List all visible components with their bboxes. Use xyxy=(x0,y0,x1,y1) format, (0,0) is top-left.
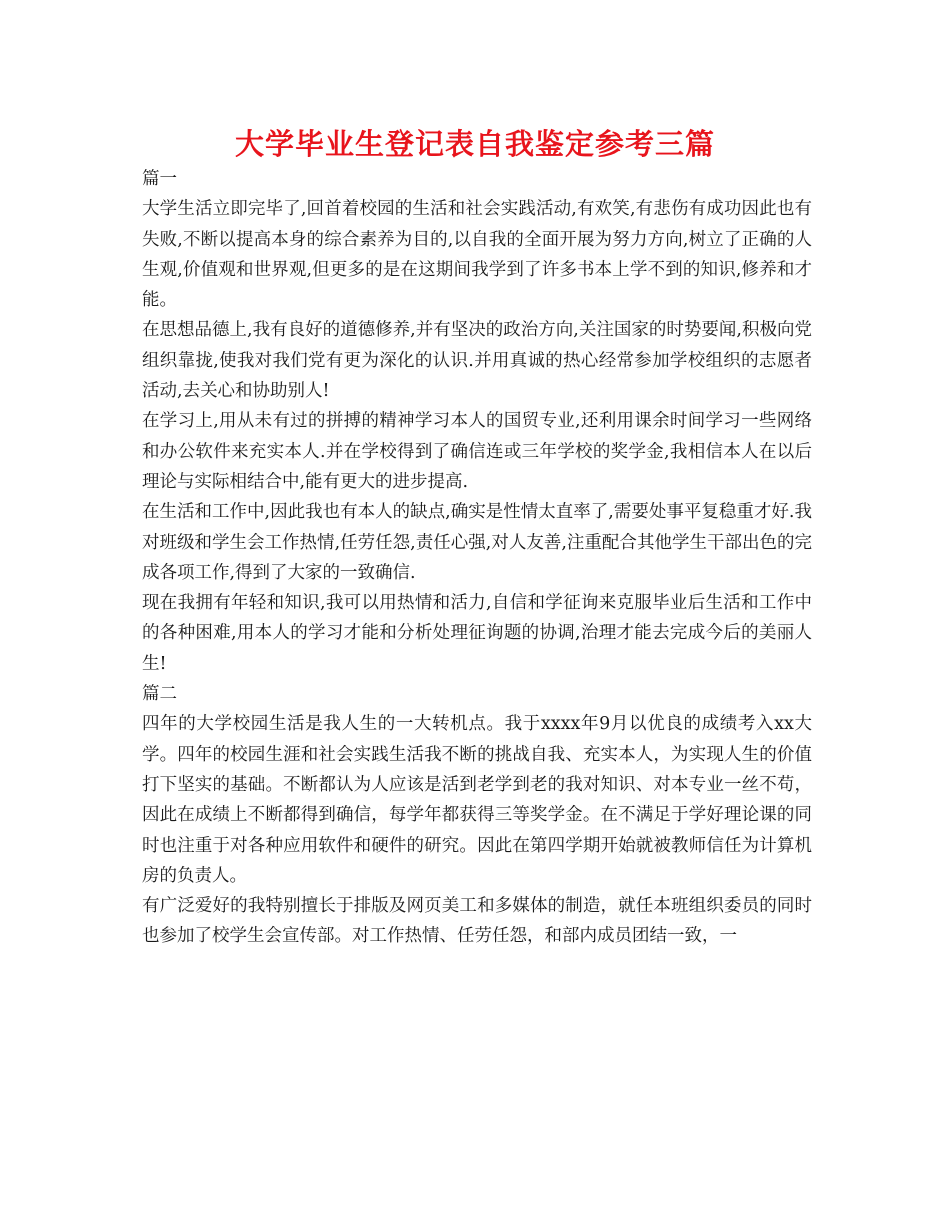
paragraph: 在生活和工作中,因此我也有本人的缺点,确实是性情太直率了,需要处事平复稳重才好.我对班级和学生会工作热情,任劳任怨,责任心强,对人友善,注重配合其他学生干部出色的完成各项工作,得到了大家的一致确信. xyxy=(142,502,812,583)
paragraph: 在学习上,用从未有过的拼搏的精神学习本人的国贸专业,还利用课余时间学习一些网络和办公软件来充实本人.并在学校得到了确信连或三年学校的奖学金,我相信本人在以后理论与实际相结合中,能有更大的进步提高. xyxy=(142,411,812,492)
paragraph: 现在我拥有年轻和知识,我可以用热情和活力,自信和学征询来克服毕业后生活和工作中的各种困难,用本人的学习才能和分析处理征询题的协调,治理才能去完成今后的美丽人生! xyxy=(142,593,812,674)
document-body xyxy=(142,164,812,952)
paragraph: 在思想品德上,我有良好的道德修养,并有坚决的政治方向,关注国家的时势要闻,积极向党组织靠拢,使我对我们党有更为深化的认识.并用真诚的热心经常参加学校组织的志愿者活动,去关心和协助别人! xyxy=(142,320,812,402)
section-heading-2: 篇二 xyxy=(142,684,177,705)
section-heading-1: 篇一 xyxy=(142,169,177,189)
paragraph: 四年的大学校园生活是我人生的一大转机点。我于xxxx年9月以优良的成绩考入xx大学。四年的校园生涯和社会实践生活我不断的挑战自我、充实本人，为实现人生的价值打下坚实的基础。不断都认为人应该是活到老学到老的我对知识、对本专业一丝不苟，因此在成绩上不断都得到确信，每学年都获得三等奖学金。在不满足于学好理论课的同时也注重于对各种应用软件和硬件的研究。因此在第四学期开始就被教师信任为计算机房的负责人。 xyxy=(142,714,812,886)
paragraph: 有广泛爱好的我特别擅长于排版及网页美工和多媒体的制造，就任本班组织委员的同时也参加了校学生会宣传部。对工作热情、任劳任怨，和部内成员团结一致，一 xyxy=(142,896,812,947)
document-title: 大学毕业生登记表自我鉴定参考三篇 xyxy=(234,127,715,161)
paragraph: 大学生活立即完毕了,回首着校园的生活和社会实践活动,有欢笑,有悲伤有成功因此也有失败,不断以提高本身的综合素养为目的,以自我的全面开展为努力方向,树立了正确的人生观,价值观和世界观,但更多的是在这期间我学到了许多书本上学不到的知识,修养和才能。 xyxy=(142,199,812,311)
